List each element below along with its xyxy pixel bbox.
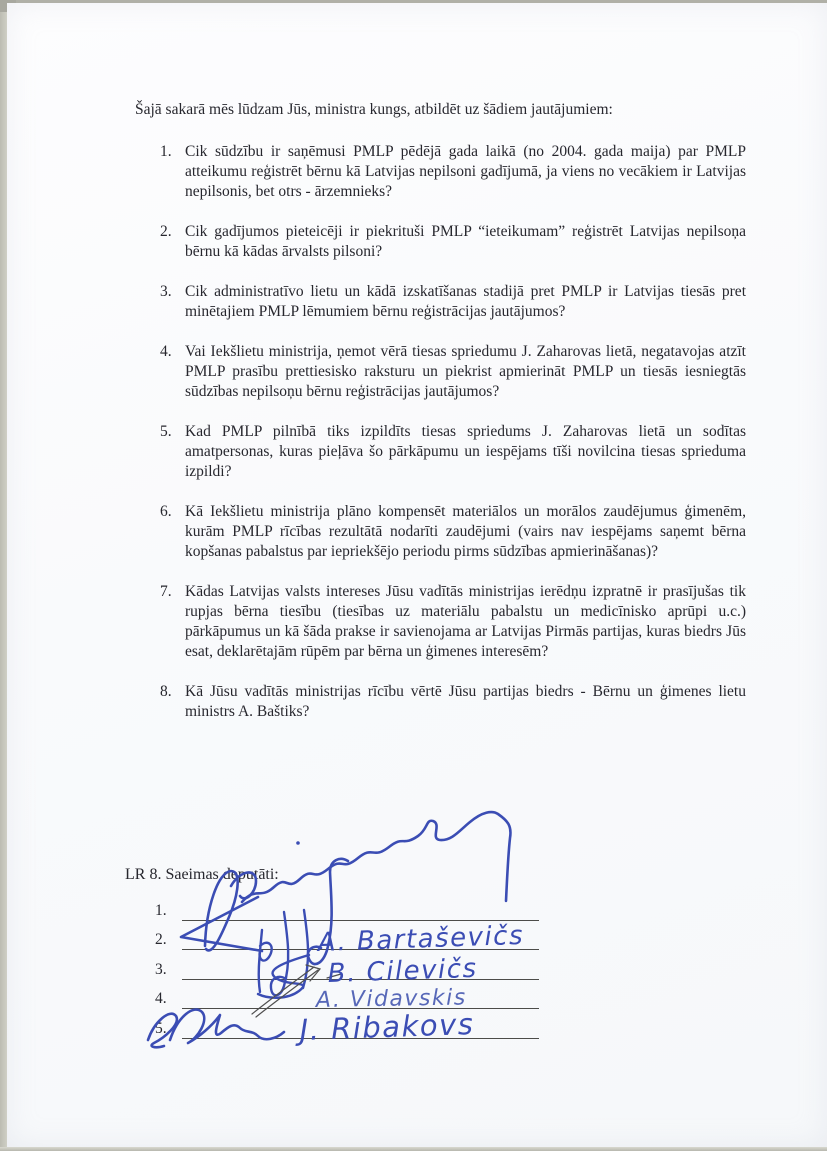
question-number: 7. (160, 583, 172, 600)
question-text: Kā Jūsu vadītās ministrijas rīcību vērtē Jūsu partijas biedrs - Bērnu un ģimenes lietu ministrs A. Baštiks? (185, 683, 746, 720)
question-item-6 (160, 502, 746, 562)
question-number: 2. (160, 223, 172, 240)
question-number: 1. (160, 143, 172, 160)
question-number: 4. (160, 343, 172, 360)
question-number: 8. (160, 683, 172, 700)
question-text: Cik sūdzību ir saņēmusi PMLP pēdējā gada laikā (no 2004. gada maija) par PMLP atteikumu reģistrēt bērnu kā Latvijas nepilsoni gadījumā, ja viens no vecākiem ir Latvijas nepilsonis, bet otrs - ārzemnieks? (185, 143, 746, 200)
question-number: 3. (160, 283, 172, 300)
signature-rule (182, 1008, 539, 1039)
intro-paragraph: Šajā sakarā mēs lūdzam Jūs, ministra kungs, atbildēt uz šādiem jautājumiem: (135, 101, 613, 118)
question-item-7 (160, 582, 746, 662)
signature-row-2 (155, 921, 539, 951)
signature-section (125, 865, 539, 1039)
handwritten-name-4: J. Ribakovs (299, 1006, 475, 1047)
question-item-3 (160, 282, 746, 322)
question-text: Kā Iekšlietu ministrija plāno kompensēt materiālos un morālos zaudējumus ģimenēm, kurām PMLP rīcības rezultātā nodarīti zaudējumi (vairs nav iespējams saņemt bērna kopšanas pabalstus par iepriekšējo periodu pirms sūdzības apmierināšanas)? (185, 503, 746, 560)
signature-row-4 (155, 980, 539, 1010)
signature-row-number: 4. (155, 990, 167, 1007)
handwritten-name-3: A. Vidavskis (315, 985, 467, 1013)
document-page (7, 3, 827, 1147)
signature-row-number: 5. (155, 1019, 167, 1037)
question-text: Kad PMLP pilnībā tiks izpildīts tiesas spriedums J. Zaharovas lietā un sodītas amatpersonas, kuras pieļāva šo pārkāpumu un iespējams tīši novilcina tiesas sprieduma izpildi? (185, 423, 746, 480)
signature-rule (182, 949, 539, 980)
document-body (135, 100, 746, 742)
question-list (135, 142, 746, 722)
question-item-1 (160, 142, 746, 202)
handwritten-name-1: A. Bartaševičs (317, 920, 525, 958)
question-item-4 (160, 342, 746, 402)
question-number: 6. (160, 503, 172, 520)
scan-edge-bottom (0, 1147, 827, 1151)
question-item-5 (160, 422, 746, 482)
signature-rule (182, 920, 539, 951)
question-text: Kādas Latvijas valsts intereses Jūsu vadītās ministrijas ierēdņu izpratnē ir prasījušas tik rupjas bērna tiesību (tiesības uz materiālu pabalstu un medicīnisko aprūpi u.c.) pārkāpumus un kā šāda prakse ir savienojama ar Latvijas Pirmās partijas, kuras biedrs Jūs esat, deklarētajām rūpēm par bērna un ģimenes interesēm? (185, 583, 746, 660)
signature-heading: LR 8. Saeimas deputāti: (125, 866, 279, 883)
question-text: Cik administratīvo lietu un kādā izskatīšanas stadijā pret PMLP ir Latvijas tiesās pret minētajiem PMLP lēmumiem bērnu reģistrācijas jautājumos? (185, 283, 746, 320)
signature-row-number: 2. (155, 931, 167, 948)
question-text: Cik gadījumos pieteicēji ir piekrituši PMLP “ieteikumam” reģistrēt Latvijas nepilsoņa bērnu kā kādas ārvalsts pilsoni? (185, 223, 746, 260)
signature-rule (182, 890, 539, 921)
signature-row-1 (155, 891, 539, 921)
question-number: 5. (160, 423, 172, 440)
scan-edge-left (0, 0, 7, 1151)
signature-row-number: 3. (155, 960, 167, 978)
handwritten-name-2: B. Cilevičs (327, 953, 479, 989)
signature-rule (182, 979, 539, 1010)
signature-rows (155, 891, 539, 1039)
question-text: Vai Iekšlietu ministrija, ņemot vērā tiesas spriedumu J. Zaharovas lietā, negatavojas atzīt PMLP prasību prettiesisko raksturu un piekrist apmierināt PMLP un tiesās iesniegtās sūdzības nepilsoņu bērnu reģistrācijas jautājumos? (185, 343, 746, 400)
signature-row-5 (155, 1009, 539, 1039)
signature-row-3 (155, 950, 539, 980)
question-item-2 (160, 222, 746, 262)
question-item-8 (160, 682, 746, 722)
signature-row-number: 1. (155, 901, 167, 919)
